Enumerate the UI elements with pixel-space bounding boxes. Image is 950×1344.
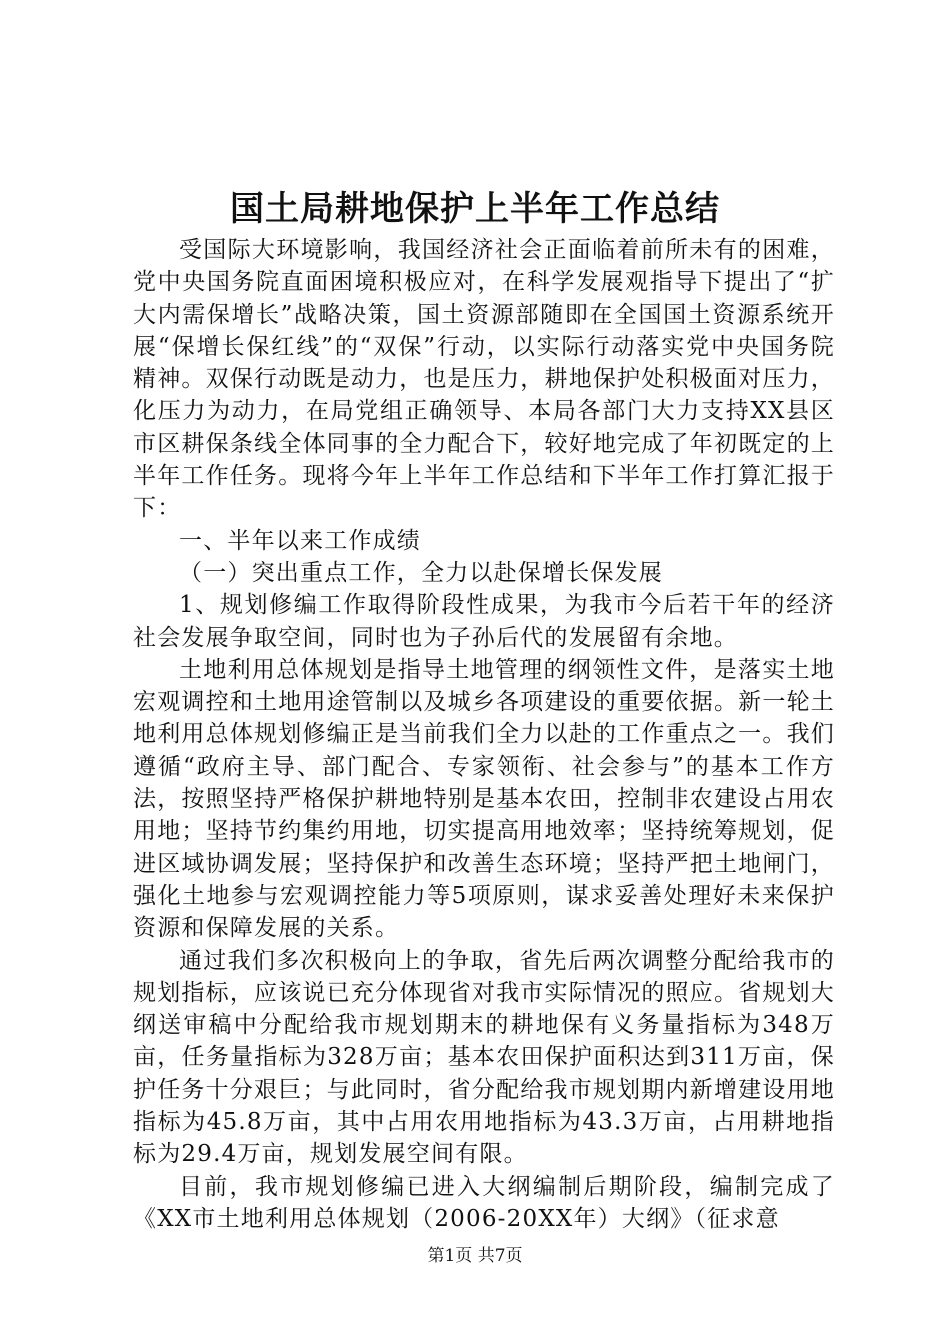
paragraph-planning: 土地利用总体规划是指导土地管理的纲领性文件，是落实土地宏观调控和土地用途管制以及城乡各项建设的重要依据。新一轮土地利用总体规划修编正是当前我们全力以赴的工作重点之一。我们遵循“政府主导、部门配合、专家领衔、社会参与”的基本工作方法，按照坚持严格保护耕地特别是基本农田，控制非农建设占用农用地；坚持节约集约用地，切实提高用地效率；坚持统筹规划，促进区域协调发展；坚持保护和改善生态环境；坚持严把土地闸门，强化土地参与宏观调控能力等5项原则，谋求妥善处理好未来保护资源和保障发展的关系。 (133, 656, 835, 942)
paragraph-progress: 目前，我市规划修编已进入大纲编制后期阶段，编制完成了《XX市土地利用总体规划（2006-20XX年）大纲》（征求意 (133, 1173, 835, 1232)
paragraph-indicators: 通过我们多次积极向上的争取，省先后两次调整分配给我市的规划指标，应该说已充分体现省对我市实际情况的照应。省规划大纲送审稿中分配给我市规划期末的耕地保有义务量指标为348万亩，任务量指标为328万亩；基本农田保护面积达到311万亩，保护任务十分艰巨；与此同时，省分配给我市规划期内新增建设用地指标为45.8万亩，其中占用农用地指标为43.3万亩，占用耕地指标为29.4万亩，规划发展空间有限。 (133, 947, 835, 1168)
subsection-heading: （一）突出重点工作，全力以赴保增长保发展 (179, 559, 663, 586)
item-heading: 1、规划修编工作取得阶段性成果，为我市今后若干年的经济社会发展争取空间，同时也为子孙后代的发展留有余地。 (133, 592, 835, 651)
document-title: 国土局耕地保护上半年工作总结 (230, 189, 720, 229)
section-heading: 一、半年以来工作成绩 (179, 527, 421, 554)
paragraph-intro: 受国际大环境影响，我国经济社会正面临着前所未有的困难，党中央国务院直面困境积极应对，在科学发展观指导下提出了“扩大内需保增长”战略决策，国土资源部随即在全国国土资源系统开展“保增长保红线”的“双保”行动，以实际行动落实党中央国务院精神。双保行动既是动力，也是压力，耕地保护处积极面对压力，化压力为动力，在局党组正确领导、本局各部门大力支持XX县区市区耕保条线全体同事的全力配合下，较好地完成了年初既定的上半年工作任务。现将今年上半年工作总结和下半年工作打算汇报于下： (133, 237, 835, 522)
page-footer: 第1页 共7页 (427, 1246, 523, 1266)
document-body (133, 234, 835, 1235)
